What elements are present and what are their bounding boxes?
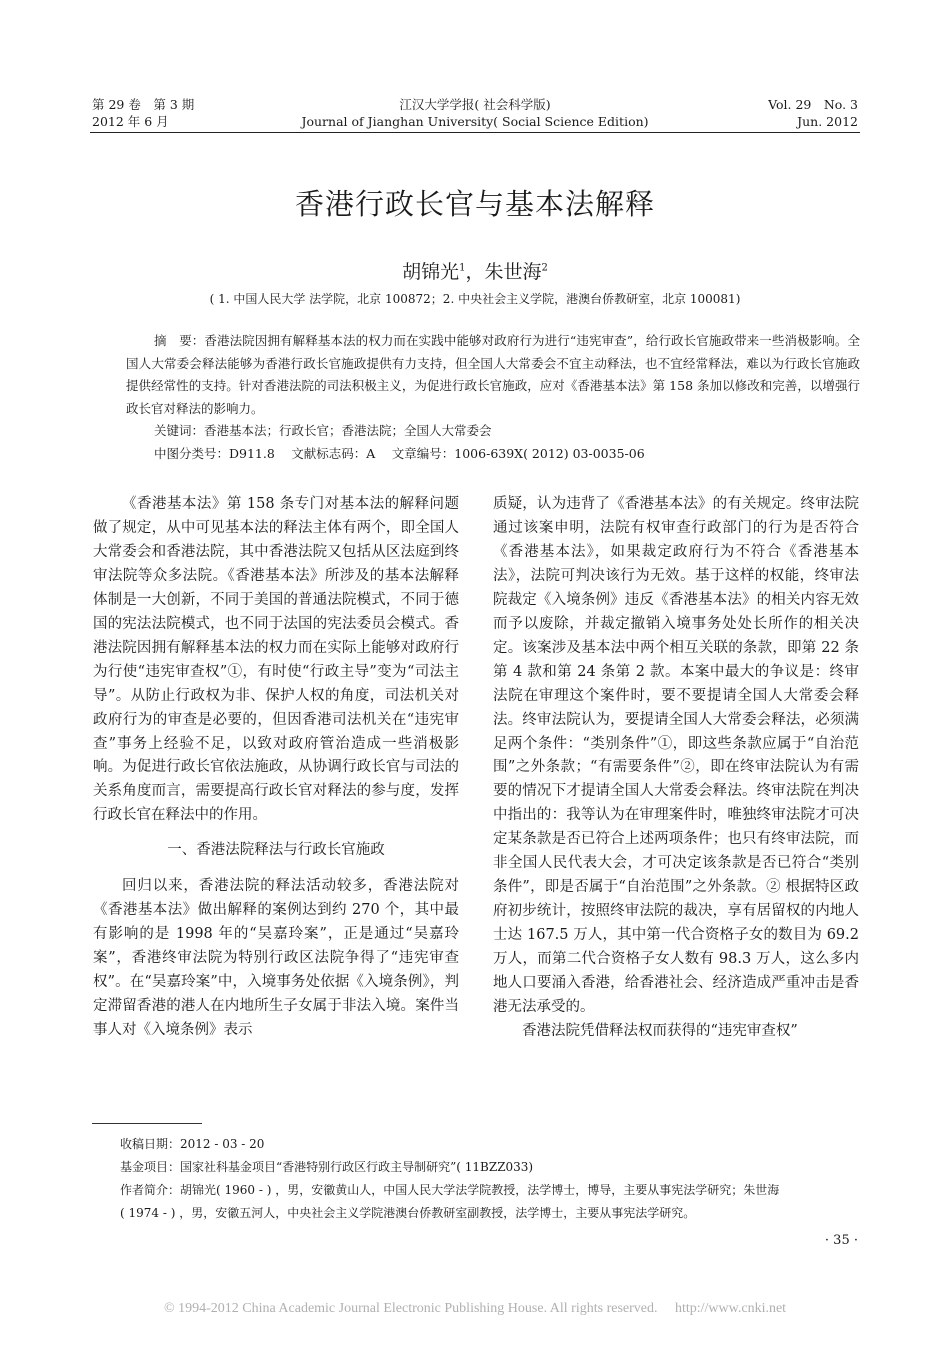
author-line	[0, 257, 950, 284]
header-date-en: Jun. 2012	[797, 114, 858, 129]
header-volume: 第 29 卷 第 3 期	[92, 97, 195, 112]
paper-title: 香港行政长官与基本法解释	[294, 187, 655, 221]
copyright-watermark: © 1994-2012 China Academic Journal Electronic Publishing House. All rights reserved. http://www.cnki.net	[163, 1301, 787, 1316]
footnote-divider	[92, 1123, 202, 1124]
body-paragraph: 回归以来，香港法院的释法活动较多，香港法院对《香港基本法》做出解释的案例达到约 270 个，其中最有影响的是 1998 年的“吴嘉玲案”，正是通过“吴嘉玲案”，香港终审法院为特别行政区法院争得了“违宪审查权”。在“吴嘉玲案”中，入境事务处依据《入境条例》，判定滞留香港的港人在内地所生子女属于非法入境。案件当事人对《入境条例》表示	[93, 878, 459, 1039]
header-right	[768, 96, 858, 130]
footnote-bio-continued: ( 1974 - ) ，男，安徽五河人，中央社会主义学院港澳台侨教研室副教授，法学博士，主要从事宪法学研究。	[120, 1206, 696, 1220]
body-paragraph: 质疑，认为违背了《香港基本法》的有关规定。终审法院通过该案申明，法院有权审查行政部门的行为是否符合《香港基本法》，如果裁定政府行为不符合《香港基本法》，法院可判决该行为无效。基于这样的权能，终审法院裁定《入境条例》违反《香港基本法》的相关内容无效而予以废除，并裁定撤销入境事务处处长所作的相关决定。该案涉及基本法中两个相互关联的条款，即第 22 条第 4 款和第 24 条第 2 款。本案中最大的争议是：终审法院在审理这个案件时，要不要提请全国人大常委会释法。终审法院认为，要提请全国人大常委会释法，必须满足两个条件：“类别条件”①，即这些条款应属于“自治范围”之外条款；“有需要条件”②，即在终审法院认为有需要的情况下才提请全国人大常委会释法。终审法院在判决中指出的：我等认为在审理案件时，唯独终审法院才可决定某条款是否已符合上述两项条件；也只有终审法院，而非全国人民代表大会，才可决定该条款是否已符合“类别条件”，即是否属于“自治范围”之外条款。② 根据特区政府初步统计，按照终审法院的裁决，享有居留权的内地人士达 167.5 万人，其中第一代合资格子女的数目为 69.2 万人，而第二代合资格子女人数有 98.3 万人，这么多内地人口要涌入香港，给香港社会、经济造成严重冲击是香港无法承受的。	[493, 496, 859, 1016]
author-1-affil-mark: 1	[459, 262, 466, 274]
body-column-right	[493, 493, 859, 1044]
header-date: 2012 年 6 月	[92, 114, 169, 129]
footnote-fund: 基金项目：国家社科基金项目“香港特别行政区行政主导制研究”( 11BZZ033)	[120, 1160, 534, 1174]
footnotes	[120, 1133, 860, 1225]
affiliations: ( 1. 中国人民大学 法学院，北京 100872；2. 中央社会主义学院，港澳台侨教研室，北京 100081)	[209, 292, 741, 306]
section-heading: 一、香港法院释法与行政长官施政	[167, 842, 385, 859]
author-1: 胡锦光	[402, 261, 460, 283]
body-column-left	[93, 493, 459, 1043]
classification-codes: 中图分类号：D911.8 文献标志码：A 文章编号：1006-639X( 2012) 03-0035-06	[154, 445, 645, 461]
author-2: 朱世海	[484, 261, 542, 283]
footnote-bio: 作者简介：胡锦光( 1960 - ) ，男，安徽黄山人，中国人民大学法学院教授，法学博士，博导，主要从事宪法学研究；朱世海	[120, 1183, 780, 1197]
footnote-received: 收稿日期：2012 - 03 - 20	[120, 1137, 265, 1151]
header-volume-en: Vol. 29 No. 3	[768, 97, 858, 112]
abstract-text: 摘 要：香港法院因拥有解释基本法的权力而在实践中能够对政府行为进行“违宪审查”，给行政长官施政带来一些消极影响。全国人大常委会释法能够为香港行政长官施政提供有力支持，但全国人大常委会不宜主动释法，也不宜经常释法，难以为行政长官施政提供经常性的支持。针对香港法院的司法积极主义，为促进行政长官施政，应对《香港基本法》第 158 条加以修改和完善，以增强行政长官对释法的影响力。	[126, 333, 860, 416]
abstract-block	[126, 330, 860, 466]
journal-name-cn: 江汉大学学报( 社会科学版)	[399, 97, 551, 112]
journal-name-en: Journal of Jianghan University( Social Science Edition)	[301, 114, 649, 129]
body-paragraph: 香港法院凭借释法权而获得的“违宪审查权”	[522, 1022, 798, 1039]
keywords: 关键词：香港基本法；行政长官；香港法院；全国人大常委会	[154, 423, 492, 439]
author-2-affil-mark: 2	[541, 262, 548, 274]
page-number: · 35 ·	[824, 1233, 858, 1248]
header-divider	[90, 132, 860, 133]
body-paragraph: 《香港基本法》第 158 条专门对基本法的解释问题做了规定，从中可见基本法的释法主体有两个，即全国人大常委会和香港法院，其中香港法院又包括从区法庭到终审法院等众多法院。《香港基本法》所涉及的基本法解释体制是一大创新，不同于美国的普通法院模式，不同于德国的宪法法院模式，也不同于法国的宪法委员会模式。香港法院因拥有解释基本法的权力而在实际上能够对政府行为行使“违宪审查权”①，有时使“行政主导”变为“司法主导”。从防止行政权为非、保护人权的角度，司法机关对政府行为的审查是必要的，但因香港司法机关在“违宪审查”事务上经验不足，以致对政府管治造成一些消极影响。为促进行政长官依法施政，从协调行政长官与司法的关系角度而言，需要提高行政长官对释法的参与度，发挥行政长官在释法中的作用。	[93, 496, 459, 824]
author-separator: ，	[465, 261, 485, 283]
